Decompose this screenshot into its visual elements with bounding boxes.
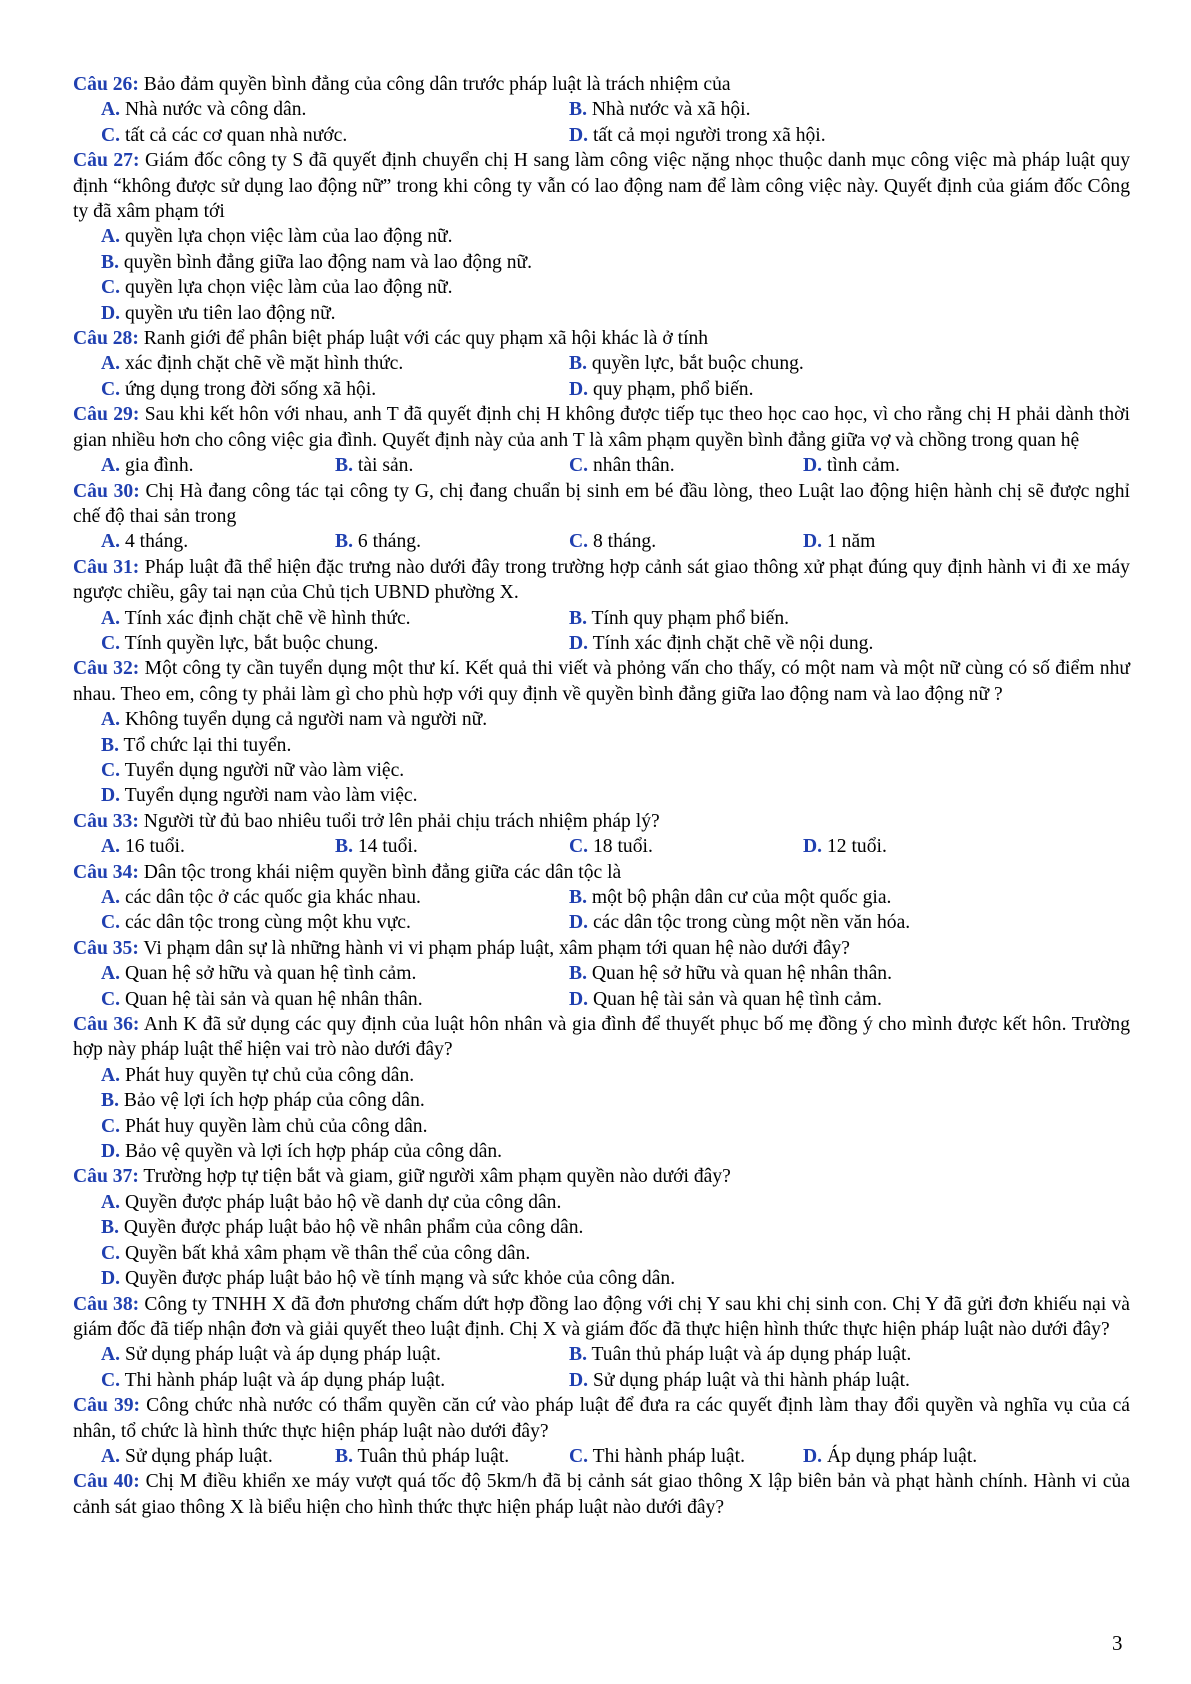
question-number: Câu 40: <box>73 1471 140 1493</box>
option-b: B. quyền lực, bắt buộc chung. <box>569 353 804 375</box>
question-number: Câu 39: <box>73 1395 141 1417</box>
option-a: A. Quan hệ sở hữu và quan hệ tình cảm. <box>101 963 417 985</box>
option-b: B. 14 tuổi. <box>335 836 418 858</box>
option-d: D. Quyền được pháp luật bảo hộ về tính mạng và sức khỏe của công dân. <box>101 1268 676 1290</box>
options-38 <box>73 1342 1130 1393</box>
question-31 <box>73 555 1130 606</box>
question-32 <box>73 656 1130 707</box>
option-d: D. Tính xác định chặt chẽ về nội dung. <box>569 632 874 654</box>
option-b: B. Bảo vệ lợi ích hợp pháp của công dân. <box>101 1090 425 1112</box>
option-b: B. tài sản. <box>335 455 414 477</box>
question-number: Câu 27: <box>73 150 140 172</box>
question-text: Ranh giới để phân biệt pháp luật với các quy phạm xã hội khác là ở tính <box>143 328 709 350</box>
options-33 <box>73 834 1130 859</box>
question-number: Câu 32: <box>73 658 140 680</box>
question-text: Bảo đảm quyền bình đẳng của công dân trước pháp luật là trách nhiệm của <box>143 74 731 95</box>
question-number: Câu 34: <box>73 861 139 883</box>
option-b: B. một bộ phận dân cư của một quốc gia. <box>569 887 892 908</box>
option-c: C. Quan hệ tài sản và quan hệ nhân thân. <box>101 988 423 1010</box>
options-30 <box>73 529 1130 554</box>
option-a: A. các dân tộc ở các quốc gia khác nhau. <box>101 887 421 908</box>
question-number: Câu 33: <box>73 810 139 832</box>
option-c: C. các dân tộc trong cùng một khu vực. <box>101 912 411 934</box>
question-text: Chị Hà đang công tác tại công ty G, chị đang chuẩn bị sinh em bé đầu lòng, theo Luật lao động hiện hành chị sẽ được nghỉ chế độ thai sản trong <box>73 480 1130 527</box>
question-number: Câu 35: <box>73 937 139 959</box>
option-d: D. Quan hệ tài sản và quan hệ tình cảm. <box>569 988 882 1010</box>
options-34 <box>73 885 1130 936</box>
option-a: A. Nhà nước và công dân. <box>101 99 307 121</box>
question-number: Câu 26: <box>73 74 139 95</box>
option-d: D. 1 năm <box>803 531 876 553</box>
option-d: D. Tuyển dụng người nam vào làm việc. <box>101 785 418 807</box>
option-c: C. Tính quyền lực, bắt buộc chung. <box>101 632 379 654</box>
option-c: C. quyền lựa chọn việc làm của lao động nữ. <box>101 277 453 299</box>
question-38 <box>73 1292 1130 1343</box>
option-b: B. Quyền được pháp luật bảo hộ về nhân phẩm của công dân. <box>101 1217 584 1239</box>
options-35 <box>73 961 1130 1012</box>
option-d: D. 12 tuổi. <box>803 836 887 858</box>
option-c: C. 18 tuổi. <box>569 836 653 858</box>
question-number: Câu 37: <box>73 1166 139 1188</box>
option-b: B. quyền bình đẳng giữa lao động nam và lao động nữ. <box>101 251 533 273</box>
option-a: A. quyền lựa chọn việc làm của lao động nữ. <box>101 226 453 248</box>
option-d: D. tất cả mọi người trong xã hội. <box>569 124 826 146</box>
question-text: Vi phạm dân sự là những hành vi vi phạm pháp luật, xâm phạm tới quan hệ nào dưới đây? <box>143 937 850 959</box>
question-text: Sau khi kết hôn với nhau, anh T đã quyết định chị H không được tiếp tục theo học cao học, vì cho rằng chị H phải dành thời gian nhiều hơn cho công việc gia đình. Quyết định này của anh T là xâm phạm quyền bình đẳng giữa vợ và chồng trong quan hệ <box>73 404 1130 451</box>
options-37 <box>73 1190 1130 1292</box>
question-text: Người từ đủ bao nhiêu tuổi trở lên phải chịu trách nhiệm pháp lý? <box>143 810 660 832</box>
question-number: Câu 31: <box>73 556 140 578</box>
option-c: C. tất cả các cơ quan nhà nước. <box>101 124 348 146</box>
option-a: A. Sử dụng pháp luật và áp dụng pháp luật. <box>101 1344 441 1366</box>
option-b: B. 6 tháng. <box>335 531 421 553</box>
option-c: C. Thi hành pháp luật và áp dụng pháp luật. <box>101 1369 446 1391</box>
option-c: C. Thi hành pháp luật. <box>569 1445 745 1467</box>
option-a: A. 16 tuổi. <box>101 836 185 858</box>
option-a: A. xác định chặt chẽ về mặt hình thức. <box>101 353 404 375</box>
question-text: Dân tộc trong khái niệm quyền bình đẳng giữa các dân tộc là <box>143 861 622 883</box>
question-34 <box>73 860 1130 885</box>
option-c: C. nhân thân. <box>569 455 675 477</box>
option-a: A. Quyền được pháp luật bảo hộ về danh dự của công dân. <box>101 1191 562 1213</box>
option-a: A. Không tuyển dụng cả người nam và người nữ. <box>101 709 488 731</box>
option-d: D. Sử dụng pháp luật và thi hành pháp luật. <box>569 1369 910 1391</box>
option-c: C. Phát huy quyền làm chủ của công dân. <box>101 1115 428 1137</box>
option-b: B. Quan hệ sở hữu và quan hệ nhân thân. <box>569 963 892 985</box>
question-list <box>73 72 1130 1520</box>
options-36 <box>73 1063 1130 1165</box>
question-text: Công ty TNHH X đã đơn phương chấm dứt hợp đồng lao động với chị Y sau khi chị sinh con. Chị Y đã gửi đơn khiếu nại và giám đốc đã tiếp nhận đơn và giải quyết theo luật định. Chị X và giám đốc đã thực hiện hình thức thực hiện pháp luật nào dưới đây? <box>73 1293 1130 1340</box>
option-b: B. Tính quy phạm phổ biến. <box>569 607 790 629</box>
question-number: Câu 38: <box>73 1293 140 1315</box>
option-b: B. Tổ chức lại thi tuyển. <box>101 734 292 756</box>
options-26 <box>73 97 1130 148</box>
question-40 <box>73 1469 1130 1520</box>
option-a: A. Tính xác định chặt chẽ về hình thức. <box>101 607 411 629</box>
question-36 <box>73 1012 1130 1063</box>
question-number: Câu 30: <box>73 480 140 502</box>
question-35 <box>73 936 1130 961</box>
question-26 <box>73 72 1130 97</box>
option-d: D. các dân tộc trong cùng một nền văn hóa. <box>569 912 911 934</box>
question-28 <box>73 326 1130 351</box>
question-text: Pháp luật đã thể hiện đặc trưng nào dưới đây trong trường hợp cảnh sát giao thông xử phạt đúng quy định hành vi đi xe máy ngược chiều, gây tai nạn của Chủ tịch UBND phường X. <box>73 556 1130 604</box>
option-b: B. Nhà nước và xã hội. <box>569 99 751 121</box>
option-d: D. quyền ưu tiên lao động nữ. <box>101 302 336 324</box>
option-d: D. quy phạm, phổ biến. <box>569 378 754 400</box>
options-29 <box>73 453 1130 478</box>
option-a: A. gia đình. <box>101 455 194 477</box>
options-31 <box>73 606 1130 657</box>
option-b: B. Tuân thủ pháp luật và áp dụng pháp luật. <box>569 1344 912 1366</box>
question-27 <box>73 148 1130 224</box>
option-c: C. Quyền bất khả xâm phạm về thân thể của công dân. <box>101 1242 531 1264</box>
question-number: Câu 36: <box>73 1014 140 1036</box>
question-30 <box>73 479 1130 530</box>
option-c: C. ứng dụng trong đời sống xã hội. <box>101 378 377 400</box>
question-33 <box>73 809 1130 834</box>
question-text: Một công ty cần tuyển dụng một thư kí. Kết quả thi viết và phỏng vấn cho thấy, có một nam và một nữ cùng có số điểm như nhau. Theo em, công ty phải làm gì cho phù hợp với quy định về quyền bình đẳng giữa lao động nam và lao động nữ ? <box>73 658 1130 705</box>
options-27 <box>73 224 1130 326</box>
options-39 <box>73 1444 1130 1469</box>
option-d: D. Áp dụng pháp luật. <box>803 1445 978 1467</box>
option-c: C. Tuyển dụng người nữ vào làm việc. <box>101 759 405 781</box>
question-number: Câu 28: <box>73 328 139 350</box>
options-32 <box>73 707 1130 809</box>
question-number: Câu 29: <box>73 404 140 426</box>
option-a: A. Phát huy quyền tự chủ của công dân. <box>101 1064 415 1086</box>
option-b: B. Tuân thủ pháp luật. <box>335 1445 510 1467</box>
option-a: A. 4 tháng. <box>101 531 189 553</box>
option-d: D. Bảo vệ quyền và lợi ích hợp pháp của công dân. <box>101 1141 503 1163</box>
option-a: A. Sử dụng pháp luật. <box>101 1445 273 1467</box>
question-text: Trường hợp tự tiện bắt và giam, giữ người xâm phạm quyền nào dưới đây? <box>143 1166 731 1188</box>
options-28 <box>73 351 1130 402</box>
option-d: D. tình cảm. <box>803 455 900 477</box>
question-37 <box>73 1164 1130 1189</box>
page-number: 3 <box>1112 1631 1123 1655</box>
question-29 <box>73 402 1130 453</box>
question-39 <box>73 1393 1130 1444</box>
question-text: Giám đốc công ty S đã quyết định chuyển chị H sang làm công việc nặng nhọc thuộc danh mục công việc mà pháp luật quy định “không được sử dụng lao động nữ” trong khi công ty vẫn có lao động nam để làm công việc này. Quyết định của giám đốc Công ty đã xâm phạm tới <box>73 150 1130 223</box>
question-text: Công chức nhà nước có thẩm quyền căn cứ vào pháp luật để đưa ra các quyết định làm thay đổi quyền và nghĩa vụ của cá nhân, tổ chức là hình thức thực hiện pháp luật nào dưới đây? <box>73 1395 1130 1442</box>
question-text: Chị M điều khiển xe máy vượt quá tốc độ 5km/h đã bị cảnh sát giao thông X lập biên bản và phạt hành chính. Hành vi của cảnh sát giao thông X là biểu hiện cho hình thức thực hiện pháp luật nào dưới đây? <box>73 1471 1130 1518</box>
option-c: C. 8 tháng. <box>569 531 657 553</box>
question-text: Anh K đã sử dụng các quy định của luật hôn nhân và gia đình để thuyết phục bố mẹ đồng ý cho mình được kết hôn. Trường hợp này pháp luật thể hiện vai trò nào dưới đây? <box>73 1014 1130 1061</box>
